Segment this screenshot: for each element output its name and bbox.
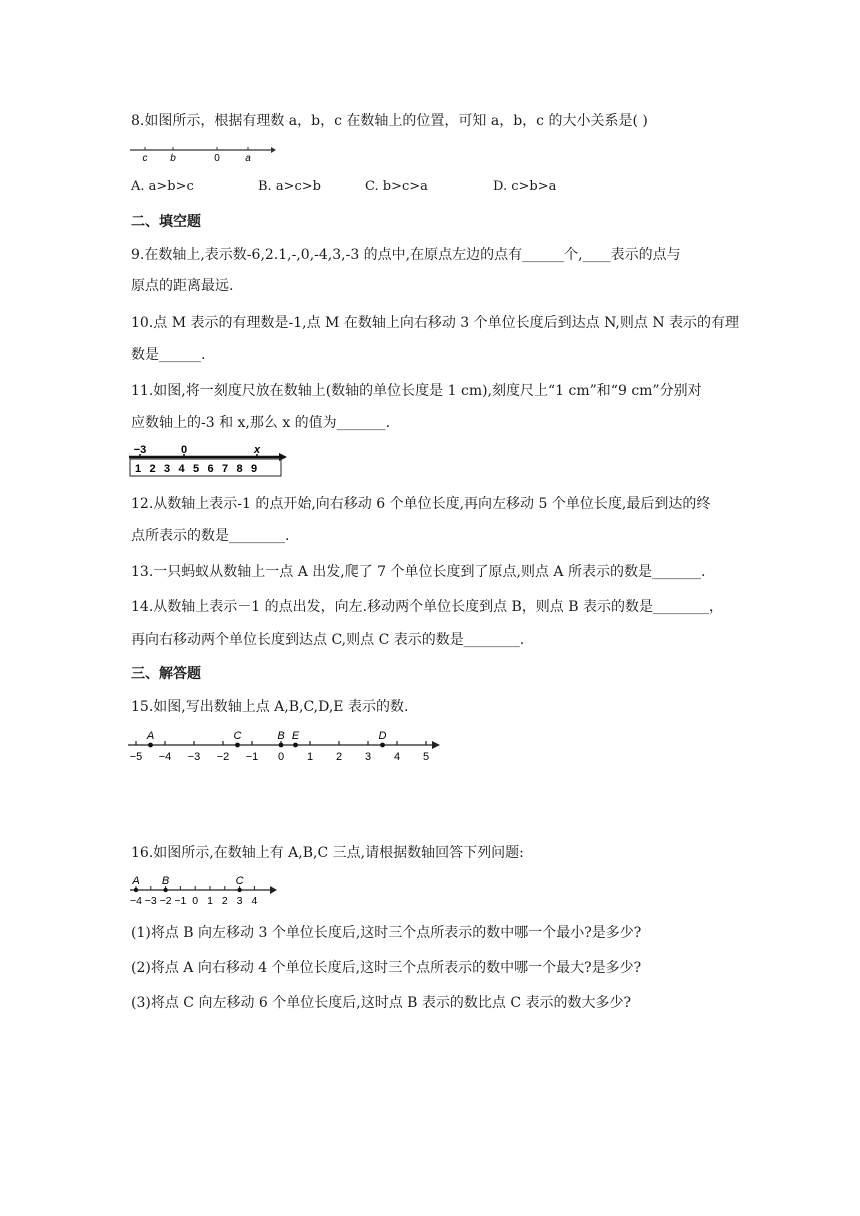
q16-sub3: (3)将点 C 向左移动 6 个单位长度后,这时点 B 表示的数比点 C 表示的数大多少? xyxy=(131,995,632,1011)
q15-tick-label: −4 xyxy=(158,751,172,763)
section-heading-answer: 三、解答题 xyxy=(131,666,201,682)
q15-point-label: D xyxy=(378,730,387,742)
q16-point-c xyxy=(237,888,241,892)
q8-label-0: 0 xyxy=(214,153,220,164)
q16-sub1: (1)将点 B 向左移动 3 个单位长度后,这时三个点所表示的数中哪一个最小?是多少? xyxy=(131,925,642,941)
q15-tick-label: 1 xyxy=(306,751,314,763)
q15-tick-label: 3 xyxy=(364,751,372,763)
q15-tick-label: −1 xyxy=(245,751,259,763)
q11-ruler-number: 6 xyxy=(207,463,214,475)
q8-number-line xyxy=(128,144,278,164)
q8-label-b: b xyxy=(170,153,176,164)
q15-point-a xyxy=(148,743,153,748)
q11-ruler-number: 4 xyxy=(178,463,185,475)
q8-option-a: A. a>b>c xyxy=(131,179,194,194)
section-heading-fill-in: 二、填空题 xyxy=(131,214,201,230)
q16-tick-label: 2 xyxy=(221,895,228,907)
q15-tick-label: −5 xyxy=(129,751,143,763)
q16-tick-label: 3 xyxy=(236,895,243,907)
q11-line1: 11.如图,将一刻度尺放在数轴上(数轴的单位长度是 1 cm),刻度尺上“1 cm”和“9 cm”分别对 xyxy=(131,383,702,399)
q15-point-label: A xyxy=(146,730,155,742)
q16-point-a xyxy=(134,888,138,892)
q8-text: 8.如图所示，根据有理数 a，b，c 在数轴上的位置，可知 a，b，c 的大小关系是( ) xyxy=(131,113,648,129)
q16-tick-label: 4 xyxy=(251,895,258,907)
q16-tick-label: −1 xyxy=(174,895,187,907)
q16-point-b xyxy=(163,888,167,892)
q15-point-label: B xyxy=(277,730,285,742)
q16-tick-label: 0 xyxy=(192,895,199,907)
q12-line2: 点所表示的数是________. xyxy=(131,528,290,544)
q8-option-b: B. a>c>b xyxy=(258,179,321,194)
q15-number-line xyxy=(126,728,442,766)
q11-ruler-number: 2 xyxy=(149,463,156,475)
q11-ruler-number: 5 xyxy=(192,463,200,475)
q11-ruler-figure xyxy=(129,442,289,478)
q16-point-label: A xyxy=(132,875,140,887)
q15-text: 15.如图,写出数轴上点 A,B,C,D,E 表示的数. xyxy=(131,699,409,715)
q8-label-c: c xyxy=(142,153,148,164)
q16-tick-label: −3 xyxy=(144,895,157,907)
q15-tick-label: −2 xyxy=(216,751,230,763)
q11-axis-label-minus3: −3 xyxy=(133,444,147,456)
q11-line2: 应数轴上的-3 和 x,那么 x 的值为_______. xyxy=(131,415,391,431)
q15-point-e xyxy=(293,743,298,748)
q11-axis-label-x: x xyxy=(253,444,261,456)
q15-point-d xyxy=(380,743,385,748)
q12-line1: 12.从数轴上表示-1 的点开始,向右移动 6 个单位长度,再向左移动 5 个单位长度,最后到达的终 xyxy=(131,496,711,512)
q15-point-c xyxy=(235,743,240,748)
q15-point-b xyxy=(279,743,284,748)
q15-tick-label: 4 xyxy=(393,751,401,763)
q15-tick-label: 2 xyxy=(335,751,343,763)
q16-point-label: B xyxy=(161,875,170,887)
q15-tick-label: 5 xyxy=(422,751,430,763)
q16-tick-label: −4 xyxy=(130,895,142,907)
q11-axis-label-0: 0 xyxy=(180,444,188,456)
q9-line2: 原点的距离最远. xyxy=(131,278,234,294)
q11-ruler-number: 8 xyxy=(236,463,243,475)
q11-ruler-number: 7 xyxy=(221,463,229,475)
q15-point-label: E xyxy=(291,730,300,742)
q14-line2: 再向右移动两个单位长度到达点 C,则点 C 表示的数是________. xyxy=(131,632,525,648)
q16-tick-label: 1 xyxy=(207,895,213,907)
q9-line1: 9.在数轴上,表示数-6,2.1,-,0,-4,3,-3 的点中,在原点左边的点有______个,____表示的点与 xyxy=(131,247,681,263)
q14-line1: 14.从数轴上表示－1 的点出发，向左.移动两个单位长度到点 B，则点 B 表示的数是________， xyxy=(131,599,723,615)
q11-ruler-number: 1 xyxy=(134,463,142,475)
q15-tick-label: 0 xyxy=(277,751,285,763)
q11-ruler-number: 9 xyxy=(250,463,258,475)
q16-sub2: (2)将点 A 向右移动 4 个单位长度后,这时三个点所表示的数中哪一个最大?是多少? xyxy=(131,960,642,976)
q15-tick-label: −3 xyxy=(187,751,201,763)
q16-number-line xyxy=(128,874,278,908)
q16-point-label: C xyxy=(235,875,244,887)
q16-text: 16.如图所示,在数轴上有 A,B,C 三点,请根据数轴回答下列问题: xyxy=(131,845,524,861)
q10-line2: 数是______. xyxy=(131,347,206,363)
q16-tick-label: −2 xyxy=(159,895,172,907)
q8-label-a: a xyxy=(245,153,251,164)
q8-option-c: C. b>c>a xyxy=(365,179,428,194)
q11-ruler-number: 3 xyxy=(163,463,171,475)
q8-option-d: D. c>b>a xyxy=(493,179,557,194)
q13-line1: 13.一只蚂蚁从数轴上一点 A 出发,爬了 7 个单位长度到了原点,则点 A 所表示的数是_______. xyxy=(131,564,706,580)
q10-line1: 10.点 M 表示的有理数是-1,点 M 在数轴上向右移动 3 个单位长度后到达点 N,则点 N 表示的有理 xyxy=(131,315,740,331)
q15-point-label: C xyxy=(233,730,242,742)
